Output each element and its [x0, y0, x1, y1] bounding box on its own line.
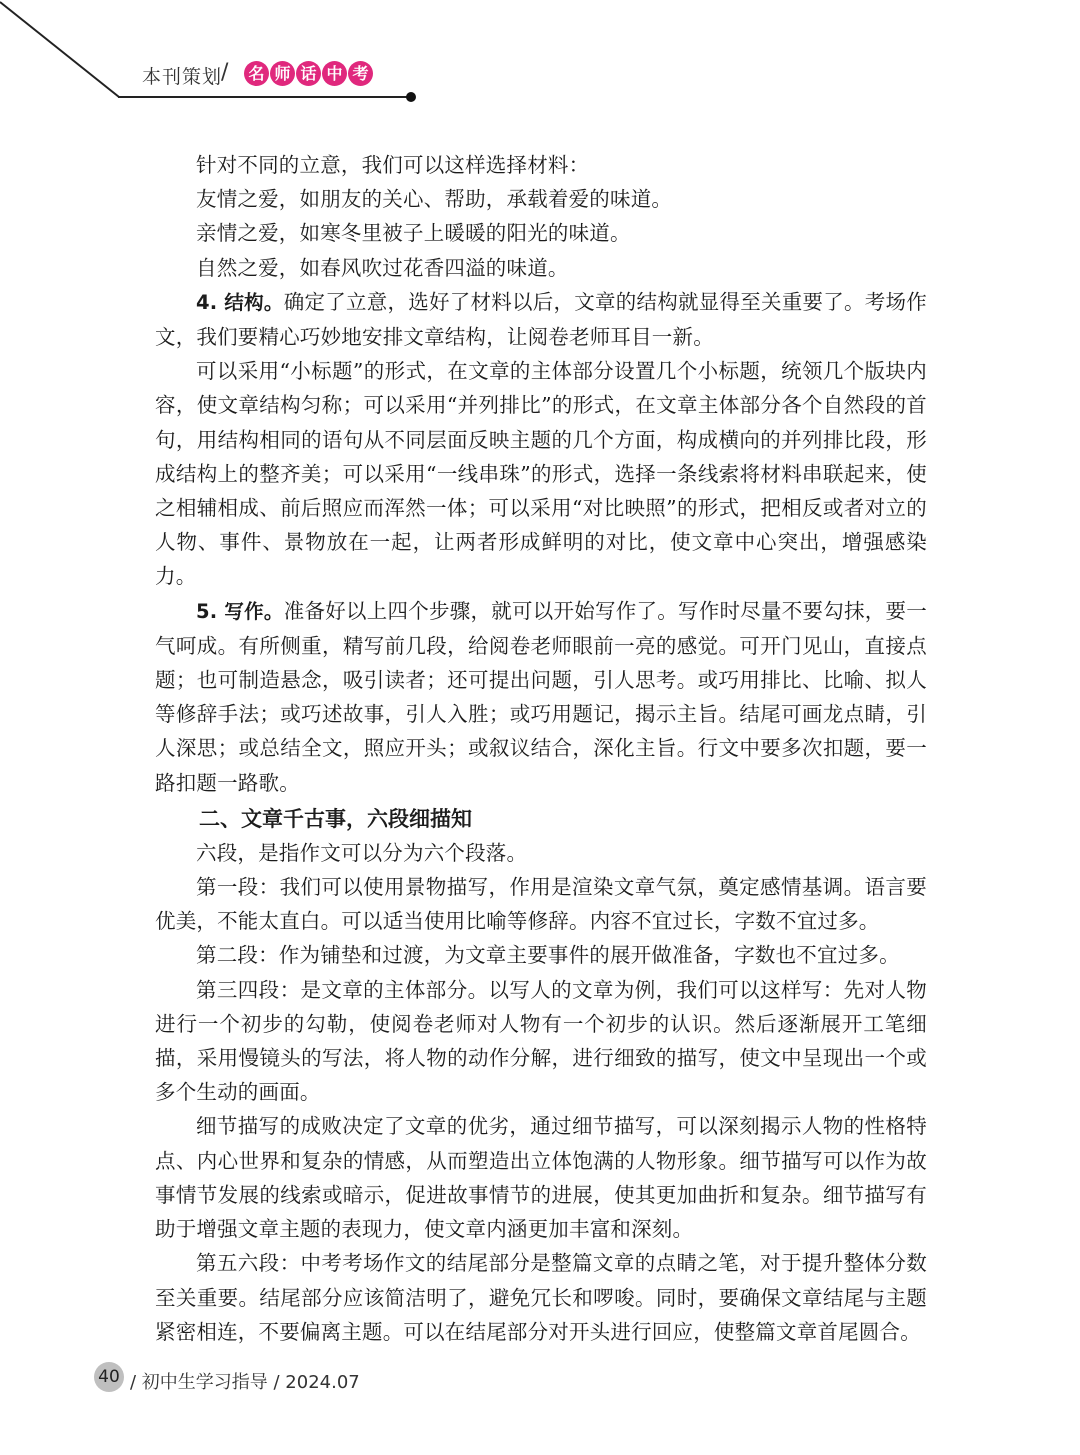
paragraph-structure: [155, 285, 927, 354]
section-label: 本刊策划: [142, 66, 223, 88]
journal-info: / 初中生学习指导 / 2024.07: [130, 1372, 360, 1393]
header-diagonal-line: [0, 0, 130, 100]
paragraph: 第二段：作为铺垫和过渡，为文章主要事件的展开做准备，字数也不宜过多。: [196, 943, 900, 968]
paragraph: 六段，是指作文可以分为六个段落。: [196, 840, 528, 865]
paragraph: 第三四段：是文章的主体部分。以写人的文章为例，我们可以这样写：先对人物进行一个初步的勾勒，使阅卷老师对人物有一个初步的认识。然后逐渐展开工笔细描，采用慢镜头的写法，将人物的动作分解，进行细致的描写，使文中呈现出一个或多个生动的画面。: [155, 977, 927, 1105]
paragraph-writing: [155, 594, 927, 800]
header-dot: [406, 92, 416, 102]
paragraph-text: 确定了立意，选好了材料以后，文章的结构就显得至关重要了。考场作文，我们要精心巧妙地安排文章结构，让阅卷老师耳目一新。: [155, 289, 927, 350]
column-badge-char: 考: [348, 61, 373, 86]
paragraph: 第五六段：中考考场作文的结尾部分是整篇文章的点睛之笔，对于提升整体分数至关重要。结尾部分应该简洁明了，避免冗长和啰唆。同时，要确保文章结尾与主题紧密相连，不要偏离主题。可以在结尾部分对开头进行回应，使整篇文章首尾圆合。: [155, 1251, 927, 1344]
header-slash: /: [221, 60, 229, 85]
paragraph: 自然之爱，如春风吹过花香四溢的味道。: [196, 255, 569, 280]
article-body: [155, 148, 927, 1349]
paragraph-lead: 5. 写作。: [196, 599, 284, 623]
paragraph: 针对不同的立意，我们可以这样选择材料：: [196, 153, 590, 177]
column-badge-char: 名: [244, 61, 269, 86]
paragraph: 细节描写的成败决定了文章的优劣，通过细节描写，可以深刻揭示人物的性格特点、内心世界和复杂的情感，从而塑造出立体饱满的人物形象。细节描写可以作为故事情节发展的线索或暗示，促进故事情节的进展，使其更加曲折和复杂。细节描写有助于增强文章主题的表现力，使文章内涵更加丰富和深刻。: [155, 1114, 927, 1242]
column-badge-char: 师: [270, 61, 295, 86]
page-number: 40: [94, 1362, 124, 1392]
paragraph: 亲情之爱，如寒冬里被子上暖暖的阳光的味道。: [196, 221, 631, 246]
column-badge-char: 中: [322, 61, 347, 86]
paragraph-lead: 4. 结构。: [196, 290, 284, 314]
section-heading: 二、文章千古事，六段细描知: [199, 806, 472, 831]
header-rule: [118, 96, 410, 98]
column-title-badges: [244, 61, 373, 86]
paragraph-text: 准备好以上四个步骤，就可以开始写作了。写作时尽量不要勾抹，要一气呵成。有所侧重，精写前几段，给阅卷老师眼前一亮的感觉。可开门见山，直接点题；也可制造悬念，吸引读者；还可提出问题，引人思考。或巧用排比、比喻、拟人等修辞手法；或巧述故事，引人入胜；或巧用题记，揭示主旨。结尾可画龙点睛，引人深思；或总结全文，照应开头；或叙议结合，深化主旨。行文中要多次扣题，要一路扣题一路歌。: [155, 598, 927, 795]
paragraph: 可以采用“小标题”的形式，在文章的主体部分设置几个小标题，统领几个版块内容，使文章结构匀称；可以采用“并列排比”的形式，在文章主体部分各个自然段的首句，用结构相同的语句从不同层面反映主题的几个方面，构成横向的并列排比段，形成结构上的整齐美；可以采用“一线串珠”的形式，选择一条线索将材料串联起来，使之相辅相成、前后照应而浑然一体；可以采用“对比映照”的形式，把相反或者对立的人物、事件、景物放在一起，让两者形成鲜明的对比，使文章中心突出，增强感染力。: [155, 359, 927, 589]
paragraph: 第一段：我们可以使用景物描写，作用是渲染文章气氛，奠定感情基调。语言要优美，不能太直白。可以适当使用比喻等修辞。内容不宜过长，字数不宜过多。: [155, 875, 927, 934]
paragraph: 友情之爱，如朋友的关心、帮助，承载着爱的味道。: [196, 187, 673, 212]
column-badge-char: 话: [296, 61, 321, 86]
